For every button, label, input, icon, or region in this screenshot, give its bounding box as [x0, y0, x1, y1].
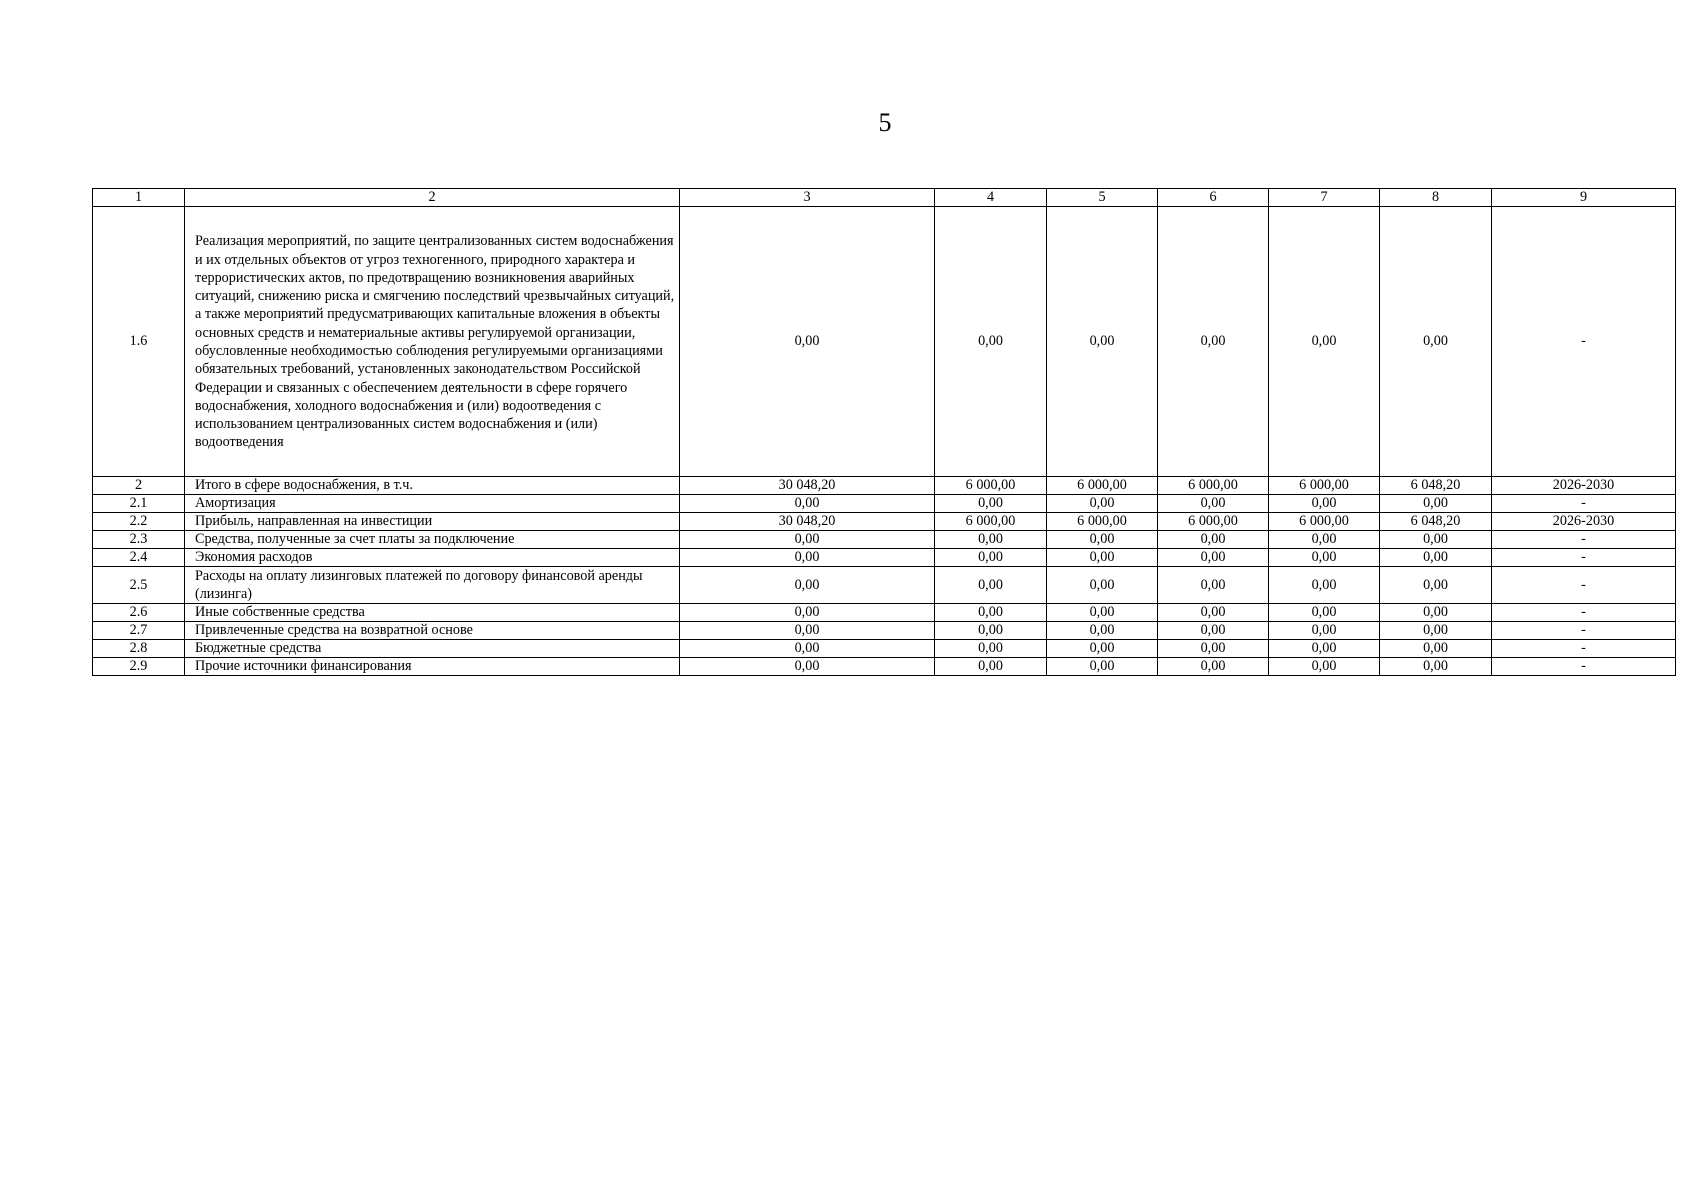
value-cell: 0,00	[1047, 495, 1158, 513]
value-cell: 0,00	[1269, 549, 1380, 567]
value-cell: 6 000,00	[1047, 477, 1158, 495]
value-cell: 0,00	[1158, 640, 1269, 658]
column-number: 5	[1047, 189, 1158, 207]
value-cell: 0,00	[680, 604, 935, 622]
value-cell: 6 000,00	[1158, 513, 1269, 531]
period-cell: -	[1492, 549, 1676, 567]
value-cell: 0,00	[1158, 622, 1269, 640]
value-cell: 0,00	[1380, 658, 1492, 676]
value-cell: 0,00	[1380, 567, 1492, 604]
row-number: 2.5	[93, 567, 185, 604]
value-cell: 0,00	[935, 567, 1047, 604]
row-name: Прибыль, направленная на инвестиции	[185, 513, 680, 531]
period-cell: -	[1492, 567, 1676, 604]
row-number: 2	[93, 477, 185, 495]
value-cell: 0,00	[1269, 622, 1380, 640]
column-number: 6	[1158, 189, 1269, 207]
column-number-row	[93, 189, 1676, 207]
row-name: Экономия расходов	[185, 549, 680, 567]
value-cell: 6 000,00	[1269, 513, 1380, 531]
value-cell: 0,00	[680, 622, 935, 640]
value-cell: 0,00	[680, 567, 935, 604]
row-number: 2.6	[93, 604, 185, 622]
column-number: 8	[1380, 189, 1492, 207]
value-cell: 0,00	[1047, 622, 1158, 640]
value-cell: 0,00	[680, 658, 935, 676]
value-cell: 0,00	[935, 207, 1047, 477]
row-name: Реализация мероприятий, по защите централизованных систем водоснабжения и их отдельных объектов от угроз техногенного, природного характера и террористических актов, по предотвращению возникновения аварийных ситуаций, снижению риска и смягчению последствий чрезвычайных ситуаций, а также мероприятий предусматривающих капитальные вложения в объекты основных средств и нематериальные активы регулируемой организации, обусловленные необходимостью соблюдения регулируемыми организациями обязательных требований, установленных законодательством Российской Федерации и связанных с обеспечением деятельности в сфере горячего водоснабжения, холодного водоснабжения и (или) водоотведения с использованием централизованных систем водоснабжения и (или) водоотведения	[185, 207, 680, 477]
value-cell: 6 000,00	[1269, 477, 1380, 495]
table-row	[93, 495, 1676, 513]
period-cell: -	[1492, 495, 1676, 513]
value-cell: 0,00	[1269, 207, 1380, 477]
value-cell: 0,00	[1047, 640, 1158, 658]
value-cell: 0,00	[1047, 604, 1158, 622]
row-number: 2.3	[93, 531, 185, 549]
row-number: 1.6	[93, 207, 185, 477]
value-cell: 0,00	[1269, 567, 1380, 604]
value-cell: 6 000,00	[935, 513, 1047, 531]
value-cell: 0,00	[1380, 549, 1492, 567]
value-cell: 0,00	[1269, 658, 1380, 676]
value-cell: 0,00	[1380, 531, 1492, 549]
value-cell: 30 048,20	[680, 513, 935, 531]
column-number: 9	[1492, 189, 1676, 207]
value-cell: 0,00	[680, 531, 935, 549]
value-cell: 0,00	[1269, 640, 1380, 658]
value-cell: 6 000,00	[935, 477, 1047, 495]
value-cell: 0,00	[680, 495, 935, 513]
value-cell: 0,00	[1380, 604, 1492, 622]
row-number: 2.9	[93, 658, 185, 676]
value-cell: 0,00	[1158, 531, 1269, 549]
period-cell: -	[1492, 604, 1676, 622]
value-cell: 6 000,00	[1158, 477, 1269, 495]
table-row	[93, 604, 1676, 622]
value-cell: 0,00	[1047, 207, 1158, 477]
value-cell: 0,00	[1380, 640, 1492, 658]
value-cell: 0,00	[1047, 549, 1158, 567]
value-cell: 0,00	[935, 640, 1047, 658]
row-name: Прочие источники финансирования	[185, 658, 680, 676]
value-cell: 0,00	[1047, 567, 1158, 604]
column-number: 3	[680, 189, 935, 207]
value-cell: 0,00	[680, 549, 935, 567]
value-cell: 0,00	[935, 531, 1047, 549]
page-number: 5	[878, 108, 892, 137]
row-name: Иные собственные средства	[185, 604, 680, 622]
period-cell: -	[1492, 622, 1676, 640]
value-cell: 0,00	[1269, 604, 1380, 622]
row-name: Расходы на оплату лизинговых платежей по договору финансовой аренды (лизинга)	[185, 567, 680, 604]
value-cell: 0,00	[1380, 495, 1492, 513]
value-cell: 6 048,20	[1380, 477, 1492, 495]
value-cell: 0,00	[935, 604, 1047, 622]
value-cell: 6 048,20	[1380, 513, 1492, 531]
value-cell: 0,00	[1047, 531, 1158, 549]
value-cell: 30 048,20	[680, 477, 935, 495]
value-cell: 0,00	[935, 622, 1047, 640]
value-cell: 0,00	[680, 207, 935, 477]
value-cell: 0,00	[680, 640, 935, 658]
period-cell: -	[1492, 640, 1676, 658]
row-name: Привлеченные средства на возвратной основе	[185, 622, 680, 640]
column-number: 4	[935, 189, 1047, 207]
value-cell: 0,00	[1158, 658, 1269, 676]
table-row	[93, 549, 1676, 567]
value-cell: 0,00	[1380, 622, 1492, 640]
value-cell: 0,00	[1158, 207, 1269, 477]
value-cell: 0,00	[1269, 531, 1380, 549]
period-cell: 2026-2030	[1492, 513, 1676, 531]
table-row	[93, 622, 1676, 640]
column-number: 1	[93, 189, 185, 207]
period-cell: -	[1492, 207, 1676, 477]
value-cell: 0,00	[1158, 567, 1269, 604]
value-cell: 0,00	[1158, 604, 1269, 622]
row-name: Средства, полученные за счет платы за подключение	[185, 531, 680, 549]
value-cell: 0,00	[1269, 495, 1380, 513]
row-name: Бюджетные средства	[185, 640, 680, 658]
table-row	[93, 640, 1676, 658]
row-number: 2.4	[93, 549, 185, 567]
value-cell: 0,00	[1047, 658, 1158, 676]
row-name: Итого в сфере водоснабжения, в т.ч.	[185, 477, 680, 495]
value-cell: 0,00	[1380, 207, 1492, 477]
row-number: 2.8	[93, 640, 185, 658]
table-row	[93, 658, 1676, 676]
value-cell: 0,00	[935, 495, 1047, 513]
table-row	[93, 207, 1676, 477]
column-number: 2	[185, 189, 680, 207]
value-cell: 0,00	[1158, 495, 1269, 513]
value-cell: 0,00	[935, 658, 1047, 676]
table-row	[93, 477, 1676, 495]
row-number: 2.2	[93, 513, 185, 531]
period-cell: -	[1492, 658, 1676, 676]
value-cell: 0,00	[1158, 549, 1269, 567]
row-number: 2.7	[93, 622, 185, 640]
row-name: Амортизация	[185, 495, 680, 513]
value-cell: 0,00	[935, 549, 1047, 567]
investment-table	[92, 188, 1676, 676]
table-row	[93, 531, 1676, 549]
period-cell: 2026-2030	[1492, 477, 1676, 495]
table-row	[93, 513, 1676, 531]
column-number: 7	[1269, 189, 1380, 207]
table-row	[93, 567, 1676, 604]
period-cell: -	[1492, 531, 1676, 549]
value-cell: 6 000,00	[1047, 513, 1158, 531]
row-number: 2.1	[93, 495, 185, 513]
